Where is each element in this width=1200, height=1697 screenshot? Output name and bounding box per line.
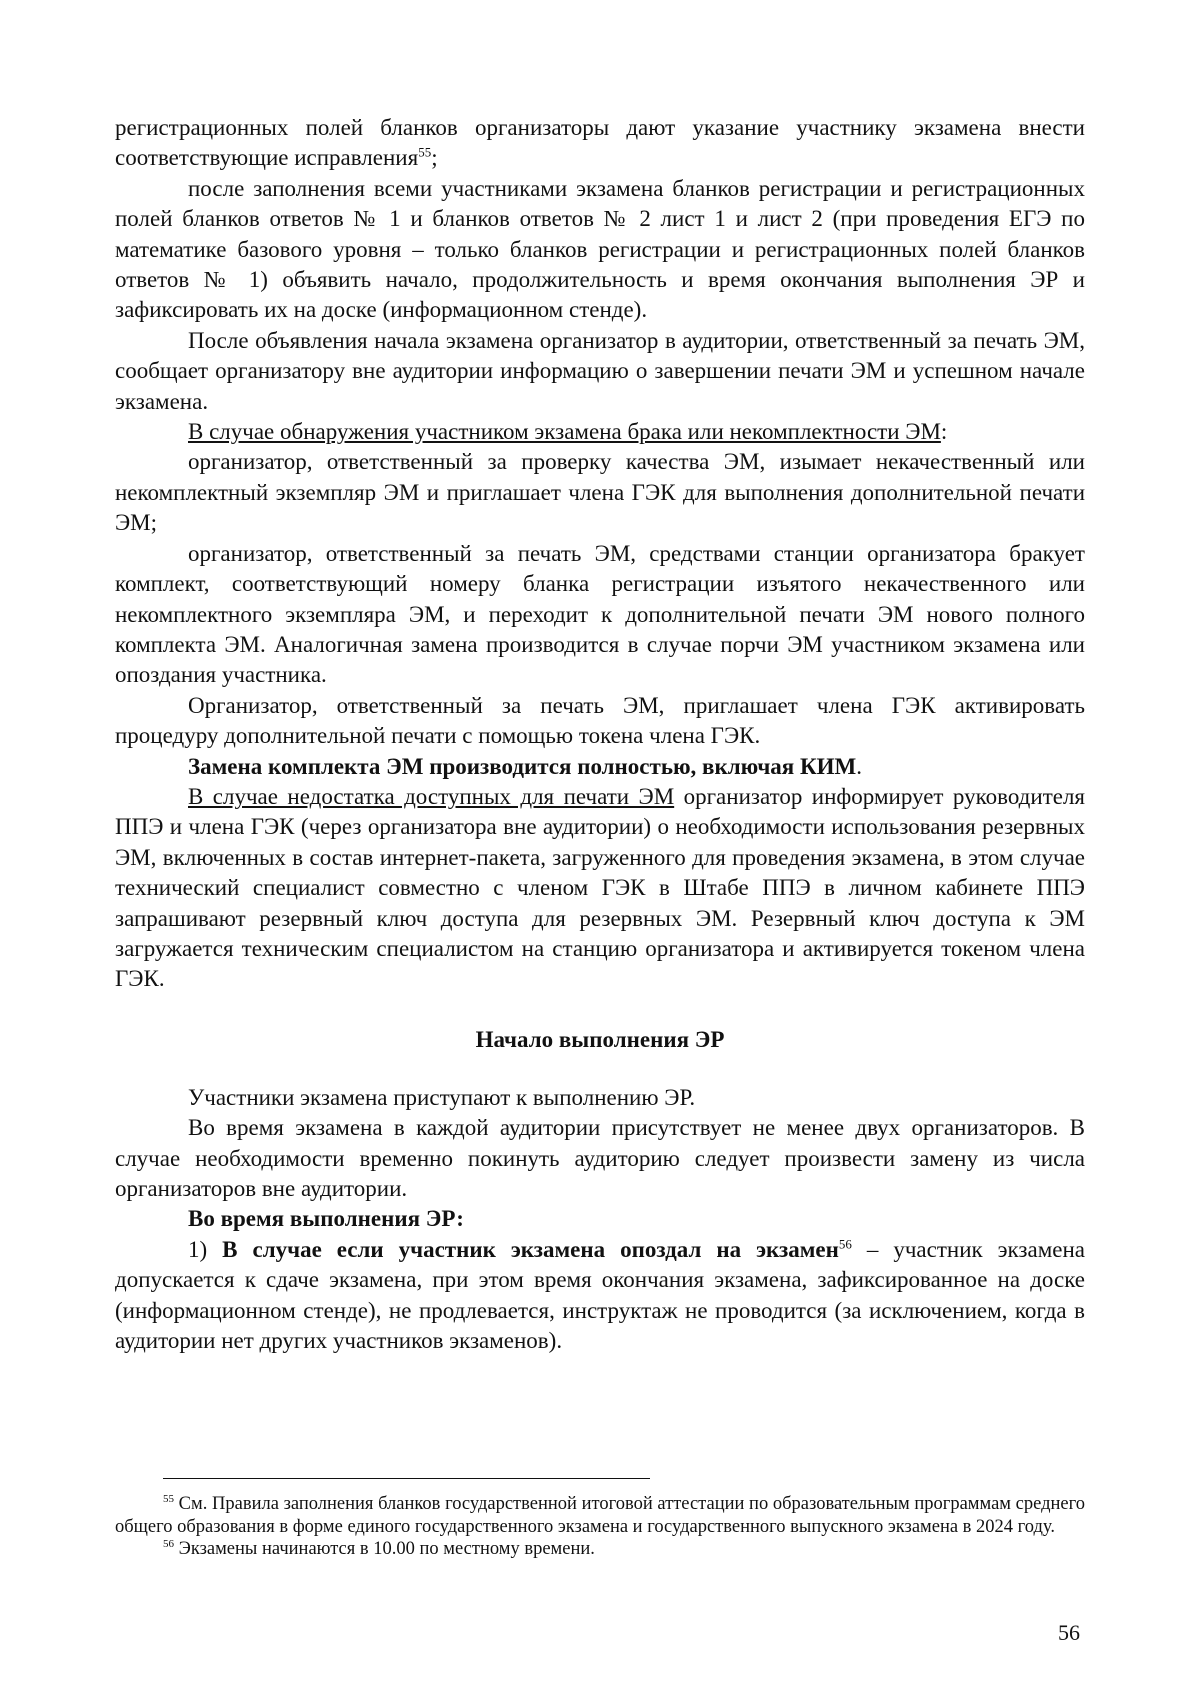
paragraph-text: – участник экзамена допускается к сдаче экзамена, при этом время окончания экзамена, зафиксированное на доске (информационном стенде), не продлевается, инструктаж не проводится (за исключением, когда в аудитории нет других участников экзаменов). (115, 1236, 1085, 1354)
underlined-text: В случае обнаружения участником экзамена брака или некомплектности ЭМ (188, 419, 941, 445)
paragraph-corrections (115, 113, 1085, 174)
paragraph-text: . (856, 753, 863, 779)
paragraph-text: : (940, 419, 948, 445)
document-body (115, 113, 1085, 1356)
paragraph-after-filling: после заполнения всеми участниками экзамена бланков регистрации и регистрационных полей бланков ответов № 1 и бланков ответов № 2 лист 1 и лист 2 (при проведения ЕГЭ по математике базового уровня – только бланков регистрации и регистрационных полей бланков ответов № 1) объявить начало, продолжительность и время окончания выполнения ЭР и зафиксировать их на доске (информационном стенде). (115, 175, 1085, 323)
underlined-text: В случае недостатка доступных для печати ЭМ (188, 783, 675, 809)
list-number: 1) (188, 1236, 223, 1262)
page-number: 56 (1058, 1620, 1080, 1645)
paragraph-text: регистрационных полей бланков организаторы дают указание участнику экзамена внести соответствующие исправления (115, 115, 1085, 171)
paragraph-exam-start: После объявления начала экзамена организатор в аудитории, ответственный за печать ЭМ, сообщает организатору вне аудитории информацию о завершении печати ЭМ и успешном начале экзамена. (115, 327, 1085, 414)
paragraph-during-exam (115, 1204, 1085, 1234)
section-heading: Начало выполнения ЭР (475, 1026, 725, 1052)
paragraph-text: ; (431, 145, 438, 171)
bold-text: Во время выполнения ЭР: (188, 1206, 464, 1232)
bold-text: Замена комплекта ЭМ производится полностью, включая КИМ (188, 753, 857, 779)
bold-text: В случае если участник экзамена опоздал на экзамен (222, 1236, 839, 1262)
paragraph-text: организатор информирует руководителя ППЭ и члена ГЭК (через организатора вне аудитории) о необходимости использования резервных ЭМ, включенных в состав интернет-пакета, загруженного для проведения экзамена, в этом случае технический специалист совместно с членом ГЭК в Штабе ППЭ в личном кабинете ППЭ запрашивают резервный ключ доступа для резервных ЭМ. Резервный ключ доступа к ЭМ загружается техническим специалистом на станцию организатора и активируется токеном члена ГЭК. (115, 783, 1086, 992)
paragraph-two-organizers: Во время экзамена в каждой аудитории присутствует не менее двух организаторов. В случае необходимости временно покинуть аудиторию следует произвести замену из числа организаторов вне аудитории. (115, 1115, 1085, 1201)
paragraph-late-participant (115, 1235, 1085, 1357)
footnote-divider (163, 1478, 650, 1479)
footnote-text: Экзамены начинаются в 10.00 по местному времени. (174, 1539, 595, 1559)
paragraph-quality-organizer: организатор, ответственный за проверку качества ЭМ, изымает некачественный или некомплектный экземпляр ЭМ и приглашает члена ГЭК для выполнения дополнительной печати ЭМ; (115, 449, 1085, 536)
paragraph-print-organizer: организатор, ответственный за печать ЭМ, средствами станции организатора бракует комплект, соответствующий номеру бланка регистрации изъятого некачественного или некомплектного экземпляра ЭМ, и переходит к дополнительной печати ЭМ нового полного комплекта ЭМ. Аналогичная замена производится в случае порчи ЭМ участником экзамена или опоздания участника. (115, 540, 1085, 688)
footnote-number: 56 (163, 1537, 174, 1550)
footnote-text: См. Правила заполнения бланков государственной итоговой аттестации по образовательным программам среднего общего образования в форме единого государственного экзамена и государственного выпускного экзамена в 2024 году. (115, 1494, 1085, 1537)
footnote-56 (115, 1538, 1085, 1561)
paragraph-additional-print: Организатор, ответственный за печать ЭМ, приглашает члена ГЭК активировать процедуру дополнительной печати с помощью токена члена ГЭК. (115, 692, 1085, 749)
paragraph-defect-case (115, 417, 1085, 447)
footnote-number: 55 (163, 1492, 174, 1505)
footnote-ref-55[interactable]: 55 (418, 144, 432, 160)
paragraph-reserve-em (115, 782, 1085, 995)
footnote-55 (115, 1493, 1085, 1538)
footnote-ref-56[interactable]: 56 (838, 1236, 852, 1252)
paragraph-kit-replacement (115, 752, 1085, 782)
paragraph-participants-start: Участники экзамена приступают к выполнению ЭР. (188, 1084, 696, 1110)
footnotes-section (115, 1478, 1085, 1561)
